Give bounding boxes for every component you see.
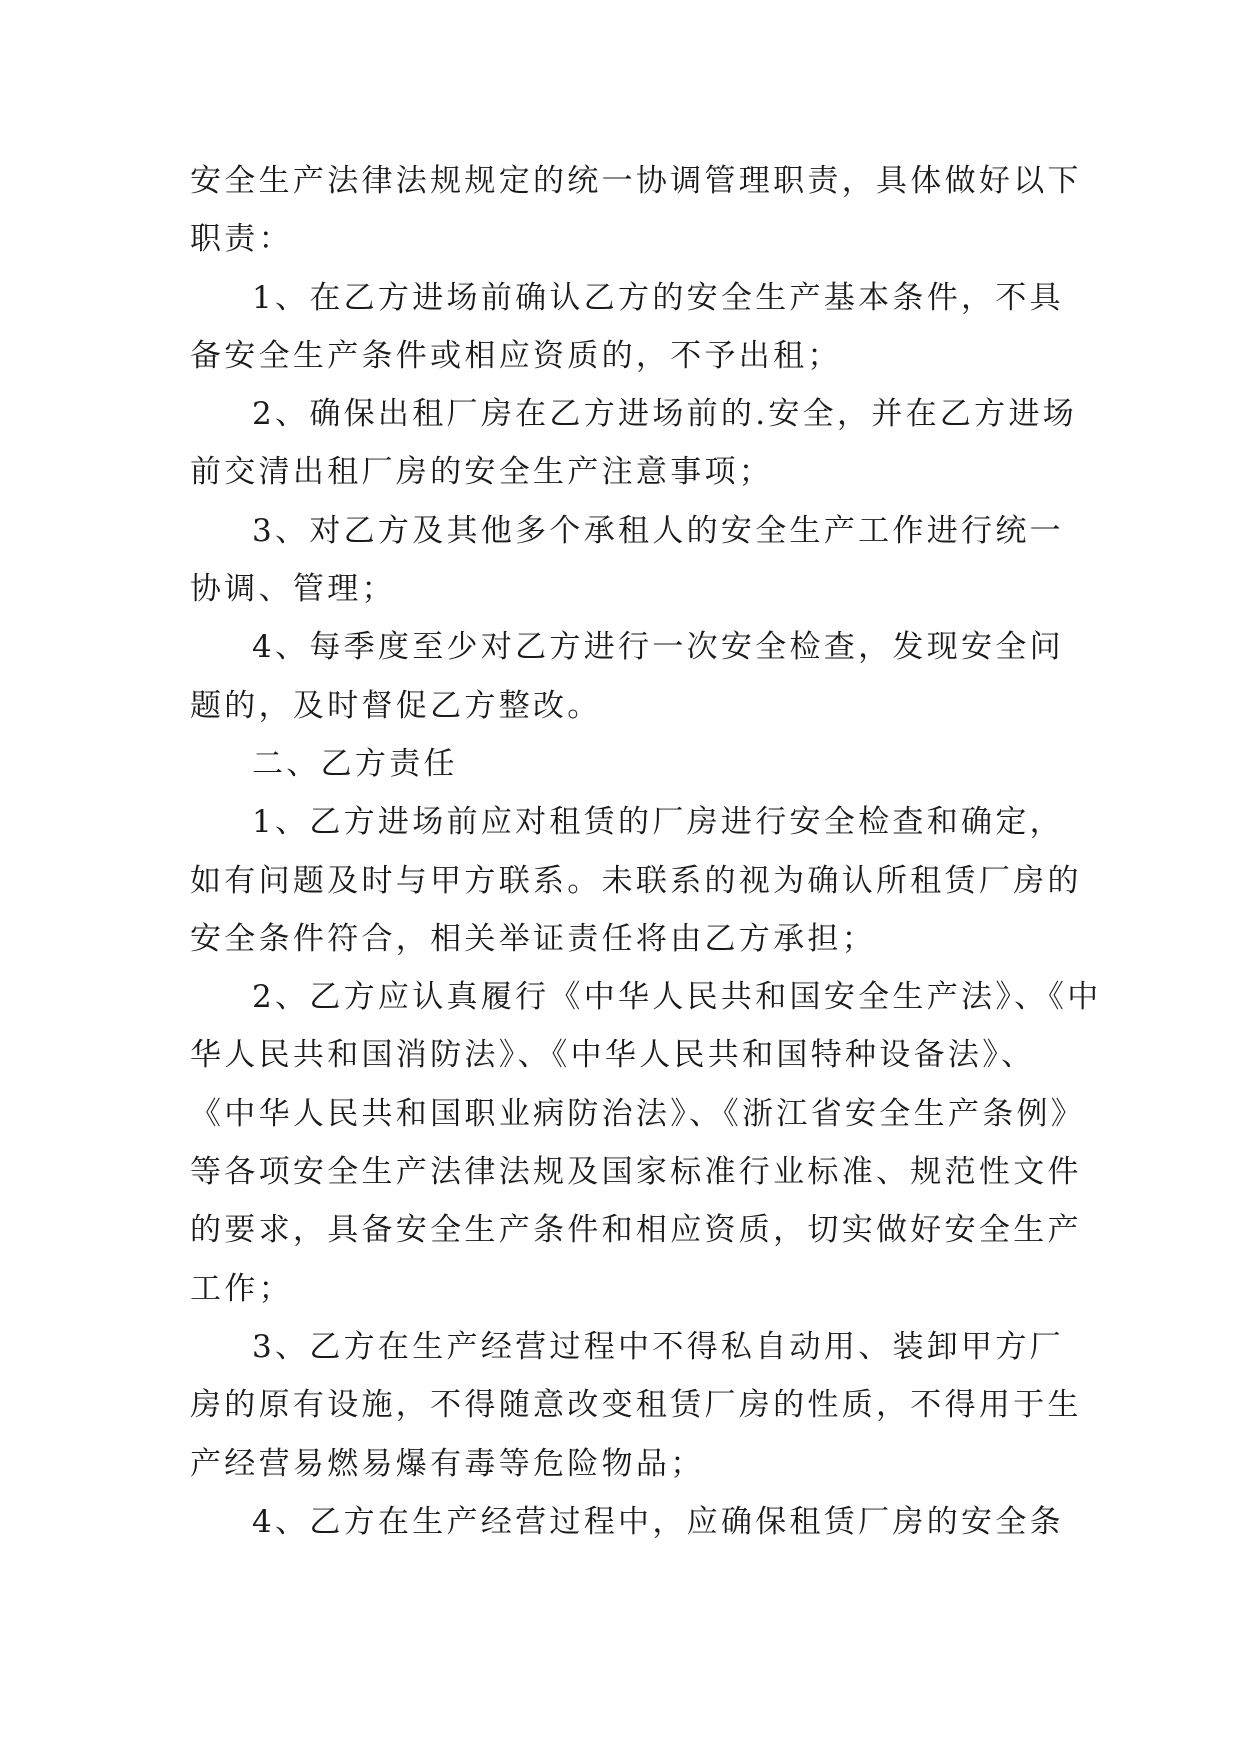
text-line: 安全生产法律法规规定的统一协调管理职责，具体做好以下	[190, 163, 1082, 199]
text-line: 3、对乙方及其他多个承租人的安全生产工作进行统一	[252, 512, 1064, 549]
text-line: 2、乙方应认真履行《中华人民共和国安全生产法》、《中	[252, 979, 1102, 1016]
text-line: 工作；	[190, 1270, 293, 1307]
text-line: 备安全生产条件或相应资质的，不予出租；	[190, 337, 842, 374]
text-line: 4、乙方在生产经营过程中，应确保租赁厂房的安全条	[252, 1503, 1064, 1540]
text-line: 题的，及时督促乙方整改。	[190, 687, 602, 724]
text-line: 前交清出租厂房的安全生产注意事项；	[190, 454, 774, 491]
text-line: 协调、管理；	[190, 571, 396, 608]
document-body	[190, 152, 1102, 1551]
text-line: 安全条件符合，相关举证责任将由乙方承担；	[190, 920, 876, 957]
text-line: 房的原有设施，不得随意改变租赁厂房的性质，不得用于生	[190, 1387, 1082, 1424]
text-line: 3、乙方在生产经营过程中不得私自动用、装卸甲方厂	[252, 1328, 1064, 1365]
text-line: 2、确保出租厂房在乙方进场前的.安全，并在乙方进场	[252, 396, 1078, 433]
text-line: 华人民共和国消防法》、《中华人民共和国特种设备法》、	[190, 1037, 1036, 1074]
text-line: 的要求，具备安全生产条件和相应资质，切实做好安全生产	[190, 1212, 1082, 1249]
text-line: 等各项安全生产法律法规及国家标准行业标准、规范性文件	[190, 1154, 1082, 1191]
text-line: 4、每季度至少对乙方进行一次安全检查，发现安全问	[252, 629, 1064, 666]
text-line: 《中华人民共和国职业病防治法》、《浙江省安全生产条例》	[190, 1095, 1086, 1132]
text-line: 职责：	[190, 221, 293, 258]
text-line: 如有问题及时与甲方联系。未联系的视为确认所租赁厂房的	[190, 862, 1082, 899]
text-line: 1、在乙方进场前确认乙方的安全生产基本条件，不具	[252, 279, 1064, 316]
section-heading: 二、乙方责任	[252, 745, 458, 782]
text-line: 产经营易燃易爆有毒等危险物品；	[190, 1445, 705, 1482]
text-line: 1、乙方进场前应对租赁的厂房进行安全检查和确定，	[252, 804, 1064, 841]
